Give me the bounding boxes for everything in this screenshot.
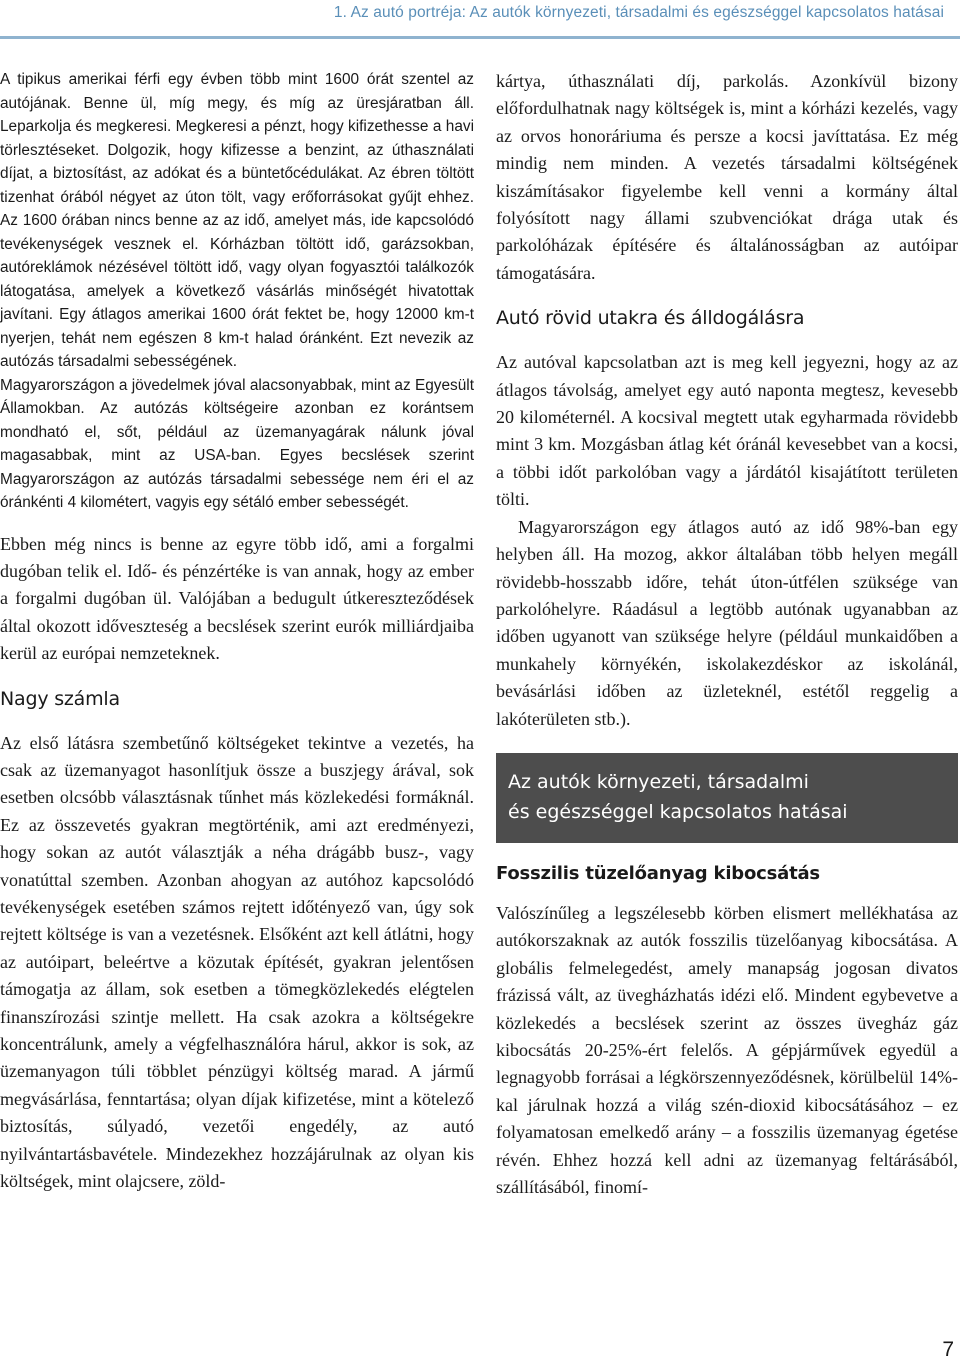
body-paragraph: Magyarországon egy átlagos autó az idő 98%-ban egy helyben áll. Ha mozog, akkor általában több helyen megáll rövidebb-hosszabb időre, tehát úton-útfélen szüksége van parkolóhelyre. Ráadásul a legtöbb autónak ugyanabban az időben ugyanott van szüksége helyre (például munkaidőben a munkahely környékén, iskolakezdéskor az iskolánál, bevásárlási időben az üzleteknél, estétől reggelig a lakóterületen stb.). bbox=[496, 516, 958, 729]
body-paragraph: kártya, úthasználati díj, parkolás. Azonkívül bizony előfordulhatnak nagy költségek is, mint a kórházi kezelés, vagy az orvos honoráriuma és persze a kocsi javíttatása. Ez még mindig nem minden. A vezetés társadalmi költségének kiszámításakor figyelembe kell venni a kormány által folyósított nagy állami szubvenciókat drága utak és parkolóházak építésére és általánosságban az autóipar támogatására. bbox=[496, 71, 958, 283]
section-heading: Autó rövid utakra és álldogálásra bbox=[496, 307, 805, 330]
body-text bbox=[0, 730, 474, 1196]
running-header bbox=[0, 0, 960, 40]
running-title: 1. Az autó portréja: Az autók környezeti, társadalmi és egészséggel kapcsolatos hatásai bbox=[333, 4, 944, 21]
sidebar-text bbox=[0, 68, 474, 515]
body-text bbox=[0, 531, 474, 668]
body-text bbox=[496, 68, 958, 287]
sidebar-paragraph: A tipikus amerikai férfi egy évben több mint 1600 órát szentel az autójának. Benne ül, míg megy, és míg az üresjáratban áll. Leparkolja és megkeresi. Megkeresi a pénzt, hogy kifizethesse a havi törlesztéseket. Dolgozik, hogy kifizesse a benzint, az úthasználati díjat, a biztosítást, az adókat és a büntetőcédulákat. Az ébren töltött tizenhat órából négyet az úton tölt, vagy erőforrásokat gyűjt ehhez. Az 1600 órában nincs benne az az idő, amelyet más, ide kapcsolódó tevékenységek vesznek el. Kórházban töltött idő, garázsokban, autóreklámok nézésével töltött idő, vagy olyan fogyasztói találkozók látogatása, amelyek a következő vásárlás minőségét hivatottak javítani. Egy átlagos amerikai 1600 órát fektet be, hogy 12000 km-t nyerjen, tehát nem egészen 8 km-t halad óránként. Ezt nevezik az autózás társadalmi sebességének. bbox=[0, 71, 474, 370]
subsection-heading: Fosszilis tüzelőanyag kibocsátás bbox=[496, 862, 820, 884]
body-paragraph: Valószínűleg a legszélesebb körben elismert mellékhatása az autókorszaknak az autók fosszilis tüzelőanyag kibocsátása. A globális felmelegedést, amely manapság jogosan divatos frázissá vált, az üvegházhatás idézi elő. Mindent egybevetve a közlekedés a becslések szerint az összes üvegház gáz kibocsátás 20-25%-ért felelős. A gépjárművek egyedül a legnagyobb forrásai a légkörszennyeződésnek, körülbelül 14%-kal járulnak hozzá a világ szén-dioxid kibocsátásához – ez folyamatosan emelkedő arány – a fosszilis üzemanyag égetése révén. Ehhez hozzá kell adni az üzemanyag feltárásából, szállításából, finomí- bbox=[496, 902, 958, 1197]
body-paragraph: Az autóval kapcsolatban azt is meg kell jegyezni, hogy az az átlagos távolság, amelyet egy autó naponta megtesz, kevesebb 20 kilométernél. A kocsival megtett utak egyharmada rövidebb mint 3 km. Mozgásban átlag két óránál kevesebbet van a kocsi, a többi időt parkolóban vagy a járdától kisajátított területen tölti. bbox=[496, 352, 958, 510]
body-text bbox=[496, 900, 958, 1201]
left-column bbox=[0, 68, 474, 1195]
page-number: 7 bbox=[942, 1338, 954, 1361]
section-heading: Nagy számla bbox=[0, 687, 120, 710]
sidebar-paragraph: Magyarországon a jövedelmek jóval alacsonyabbak, mint az Egyesült Államokban. Az autózás költségeire azonban ez korántsem mondható el, sőt, például az üzemanyagárak nálunk jóval magasabbak, mint az USA-ban. Egyes becslések szerint Magyarországon az autózás társadalmi sebessége nem éri el az óránkénti 4 kilométert, vagyis egy sétáló ember sebességét. bbox=[0, 376, 474, 511]
chapter-title-line: és egészséggel kapcsolatos hatásai bbox=[508, 800, 848, 823]
right-column bbox=[496, 68, 958, 1201]
body-text bbox=[496, 349, 958, 733]
body-paragraph: Az első látásra szembetűnő költségeket tekintve a vezetés, ha csak az üzemanyagot hasonlítjuk össze a buszjegy árával, sok esetben olcsóbb választásnak tűnhet más közlekedési formáknál. Ez az összevetés gyakran megtörténik, ami azt eredményezi, hogy sokan az autót választják a néha drágább busz-, vagy vonatúttal szemben. Azonban ahogyan az autóhoz kapcsolódó tevékenységek esetében számos rejtett időtényező van, úgy sok rejtett költsége is van a vezetésnek. Elsőként azt kell átlátni, hogy az autóipart, beleértve a közutak építését, gyakran jelentősen támogatja az állam, sok esetben a tömegközlekedés elégtelen finanszírozási szintje mellett. Ha csak azokra a költségekre koncentrálunk, amely a végfelhasználóra hárul, akkor is sok, az üzemanyagon túli többlet pénzügyi költség marad. A jármű megvásárlása, fenntartása; olyan díjak kifizetése, mint a kötelező biztosítás, súlyadó, vezetői engedély, az autó nyilvántartásbavétele. Mindezekhez hozzájárulnak az olyan kis költségek, mint olajcsere, zöld- bbox=[0, 732, 474, 1192]
chapter-title-line: Az autók környezeti, társadalmi bbox=[508, 770, 809, 793]
body-paragraph: Ebben még nincs is benne az egyre több idő, ami a forgalmi dugóban telik el. Idő- és pénzértéke is van annak, hogy az ember a forgalmi dugóban ül. Valójában a bedugult útkereszteződések által okozott időveszteség a becslések szerint eurók milliárdjaiba kerül az európai nemzeteknek. bbox=[0, 533, 474, 664]
header-rule bbox=[0, 36, 960, 39]
chapter-title-box bbox=[496, 753, 958, 843]
